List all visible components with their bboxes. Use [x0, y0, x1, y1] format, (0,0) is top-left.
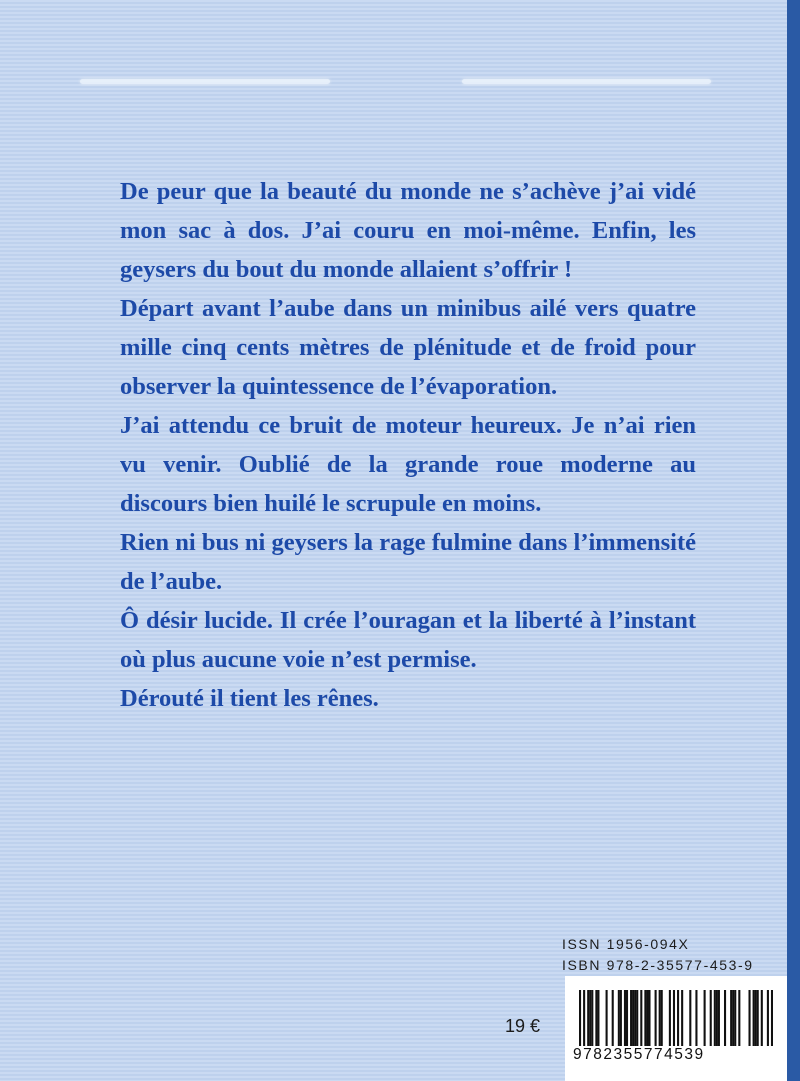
decorative-rule-right	[462, 79, 711, 84]
barcode-bar	[597, 990, 599, 1046]
barcode-bar	[689, 990, 691, 1046]
barcode-bar	[716, 990, 718, 1046]
barcode-panel	[565, 976, 787, 1081]
blurb-paragraph: J’ai attendu ce bruit de moteur heureux. Je n’ai rien vu venir. Oublié de la grande roue moderne au discours bien huilé le scrupule en moins.	[120, 412, 696, 517]
barcode-bar	[659, 990, 661, 1046]
barcode-bar	[704, 990, 706, 1046]
price-label: 19 €	[505, 1016, 541, 1036]
identifier-block	[562, 934, 754, 976]
issn-number: ISSN 1956-094X	[562, 936, 690, 952]
barcode-bar	[755, 990, 757, 1046]
barcode-bar	[753, 990, 755, 1046]
barcode-bar	[710, 990, 712, 1046]
barcode-bar	[681, 990, 683, 1046]
blurb-paragraph: Rien ni bus ni geysers la rage fulmine dans l’immensité de l’aube.	[120, 529, 696, 595]
barcode-bar	[591, 990, 593, 1046]
blurb-paragraph: De peur que la beauté du monde ne s’achève j’ai vidé mon sac à dos. J’ai couru en moi-même. Enfin, les geysers du bout du monde allaient s’offrir !	[120, 178, 696, 283]
barcode-bar	[738, 990, 740, 1046]
barcode-bar	[634, 990, 636, 1046]
barcode-bar	[640, 990, 642, 1046]
barcode-bar	[620, 990, 622, 1046]
barcode-bar	[618, 990, 620, 1046]
barcode-bar	[677, 990, 679, 1046]
decorative-rule-left	[80, 79, 330, 84]
isbn-number: ISBN 978-2-35577-453-9	[562, 957, 754, 973]
barcode-bar	[714, 990, 716, 1046]
barcode-bar	[724, 990, 726, 1046]
barcode-bar	[695, 990, 697, 1046]
barcode-bar	[732, 990, 734, 1046]
barcode-bar	[673, 990, 675, 1046]
blurb-paragraph: Départ avant l’aube dans un minibus ailé vers quatre mille cinq cents mètres de plénitude et de froid pour observer la quintessence de l’évaporation.	[120, 295, 696, 400]
barcode-bar	[661, 990, 663, 1046]
barcode-bar	[648, 990, 650, 1046]
barcode-bar	[595, 990, 597, 1046]
barcode-bar	[646, 990, 648, 1046]
barcode-bar	[669, 990, 671, 1046]
barcode-bar	[589, 990, 591, 1046]
barcode-bar	[730, 990, 732, 1046]
barcode-bar	[583, 990, 585, 1046]
barcode-bar	[644, 990, 646, 1046]
barcode-bar	[626, 990, 628, 1046]
barcode-bar	[718, 990, 720, 1046]
barcode-bar	[612, 990, 614, 1046]
barcode-bar	[655, 990, 657, 1046]
barcode-bar	[606, 990, 608, 1046]
barcode-bar	[632, 990, 634, 1046]
barcode-bars	[579, 990, 773, 1046]
barcode-bar	[630, 990, 632, 1046]
spine-color-band	[787, 0, 800, 1081]
blurb-text	[120, 172, 696, 718]
barcode-bar	[748, 990, 750, 1046]
blurb-paragraph: Dérouté il tient les rênes.	[120, 685, 379, 712]
barcode-bar	[757, 990, 759, 1046]
barcode-digits: 9782355774539	[573, 1046, 705, 1063]
barcode-bar	[636, 990, 638, 1046]
barcode-bar	[587, 990, 589, 1046]
barcode-bar	[579, 990, 581, 1046]
barcode-bar	[767, 990, 769, 1046]
barcode-bar	[734, 990, 736, 1046]
barcode-bar	[624, 990, 626, 1046]
blurb-paragraph: Ô désir lucide. Il crée l’ouragan et la liberté à l’instant où plus aucune voie n’est permise.	[120, 607, 696, 673]
barcode-bar	[771, 990, 773, 1046]
barcode-bar	[761, 990, 763, 1046]
